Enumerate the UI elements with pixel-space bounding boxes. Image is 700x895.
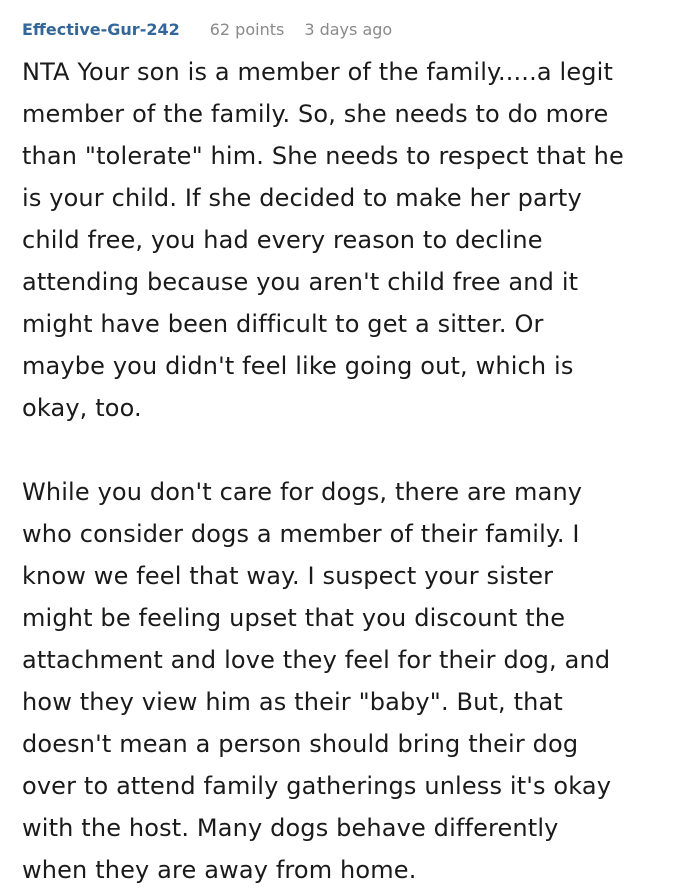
comment-author-link[interactable]: Effective-Gur-242 xyxy=(22,20,180,39)
comment-timestamp: 3 days ago xyxy=(304,20,393,39)
comment-points: 62 points xyxy=(209,20,285,39)
comment-paragraph: NTA Your son is a member of the family.....a legit member of the family. So, she needs to do more than "tolerate" him. She needs to respect that he is your child. If she decided to make her party child free, you had every reason to decline attending because you aren't child free and it might have been difficult to get a sitter. Or maybe you didn't feel like going out, which is okay, too. xyxy=(22,58,624,422)
comment-body xyxy=(22,51,678,891)
comment-paragraph: While you don't care for dogs, there are many who consider dogs a member of their family. I know we feel that way. I suspect your sister might be feeling upset that you discount the attachment and love they feel for their dog, and how they view him as their "baby". But, that doesn't mean a person should bring their dog over to attend family gatherings unless it's okay with the host. Many dogs behave differently when they are away from home. xyxy=(22,478,612,884)
comment-meta xyxy=(22,17,678,43)
